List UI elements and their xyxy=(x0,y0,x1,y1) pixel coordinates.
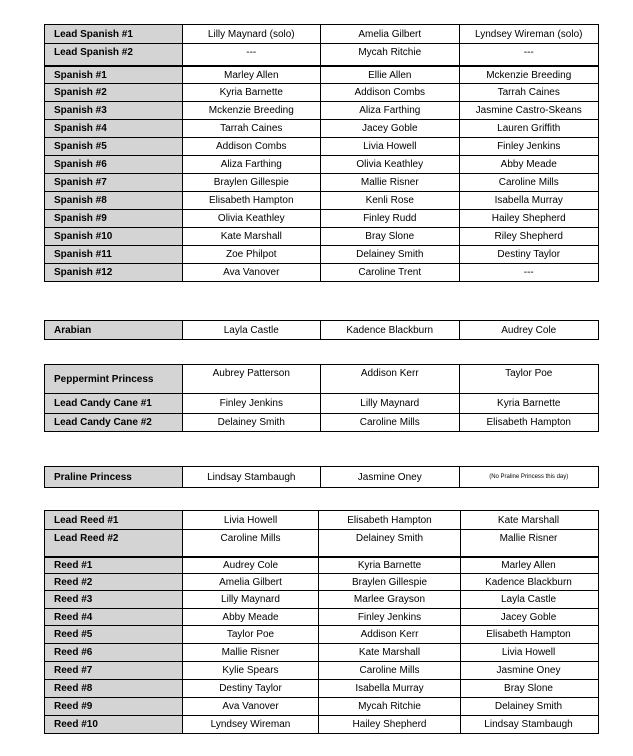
cast-cell: Bray Slone xyxy=(320,228,458,245)
cast-cell: Aliza Farthing xyxy=(182,156,320,173)
role-label: Peppermint Princess xyxy=(45,365,182,393)
cast-cell: Finley Jenkins xyxy=(182,394,320,413)
cast-cell: Bray Slone xyxy=(460,680,596,697)
cast-cell: Caroline Mills xyxy=(459,174,598,191)
table-row xyxy=(45,321,598,339)
cast-cell: Amelia Gilbert xyxy=(320,25,458,43)
table-row xyxy=(45,245,598,263)
cast-cell: Addison Combs xyxy=(182,138,320,155)
cast-cell: Layla Castle xyxy=(182,321,320,339)
cast-cell: Taylor Poe xyxy=(182,626,318,643)
role-label: Reed #10 xyxy=(45,716,182,733)
cast-cell: Braylen Gillespie xyxy=(318,574,460,590)
cast-cell: Livia Howell xyxy=(182,511,318,529)
role-label: Spanish #8 xyxy=(45,192,182,209)
role-label: Reed #2 xyxy=(45,574,182,590)
cast-cell: Ellie Allen xyxy=(320,67,458,83)
table-row xyxy=(45,715,598,733)
cast-cell: Mckenzie Breeding xyxy=(182,102,320,119)
cast-cell: Lilly Maynard (solo) xyxy=(182,25,320,43)
role-label: Spanish #7 xyxy=(45,174,182,191)
table-row xyxy=(45,679,598,697)
table-row xyxy=(45,661,598,679)
cast-cell: Braylen Gillespie xyxy=(182,174,320,191)
cast-cell: Delainey Smith xyxy=(320,246,458,263)
cast-cell: Livia Howell xyxy=(320,138,458,155)
candy-cast-table xyxy=(44,364,599,432)
table-row xyxy=(45,393,598,413)
table-row xyxy=(45,590,598,608)
table-row xyxy=(45,556,598,573)
cast-cell: Delainey Smith xyxy=(318,530,460,556)
table-row xyxy=(45,25,598,43)
cast-cell: Olivia Keathley xyxy=(320,156,458,173)
role-label: Spanish #9 xyxy=(45,210,182,227)
cast-cell: (No Praline Princess this day) xyxy=(459,467,598,487)
cast-cell: Delainey Smith xyxy=(460,698,596,715)
cast-cell: Kadence Blackburn xyxy=(320,321,458,339)
cast-cell: Marley Allen xyxy=(460,558,596,573)
table-row xyxy=(45,101,598,119)
cast-cell: Lilly Maynard xyxy=(182,591,318,608)
table-row xyxy=(45,365,598,393)
cast-cell: Lindsay Stambaugh xyxy=(460,716,596,733)
cast-cell: Elisabeth Hampton xyxy=(182,192,320,209)
role-label: Praline Princess xyxy=(45,467,182,487)
role-label: Reed #5 xyxy=(45,626,182,643)
table-row xyxy=(45,173,598,191)
cast-cell: Lindsay Stambaugh xyxy=(182,467,320,487)
cast-cell: --- xyxy=(182,44,320,65)
role-label: Reed #9 xyxy=(45,698,182,715)
role-label: Reed #3 xyxy=(45,591,182,608)
table-row xyxy=(45,83,598,101)
role-label: Reed #7 xyxy=(45,662,182,679)
table-row xyxy=(45,209,598,227)
table-row xyxy=(45,529,598,556)
table-row xyxy=(45,697,598,715)
cast-cell: Taylor Poe xyxy=(459,365,598,393)
cast-cell: Marley Allen xyxy=(182,67,320,83)
role-label: Reed #1 xyxy=(45,558,182,573)
cast-cell: Mallie Risner xyxy=(320,174,458,191)
role-label: Lead Spanish #2 xyxy=(45,44,182,65)
cast-cell: Caroline Mills xyxy=(182,530,318,556)
role-label: Reed #8 xyxy=(45,680,182,697)
cast-cell: Lyndsey Wireman (solo) xyxy=(459,25,598,43)
cast-cell: Jacey Goble xyxy=(320,120,458,137)
cast-cell: Elisabeth Hampton xyxy=(318,511,460,529)
cast-cell: Lilly Maynard xyxy=(320,394,458,413)
role-label: Spanish #10 xyxy=(45,228,182,245)
role-label: Lead Spanish #1 xyxy=(45,25,182,43)
cast-cell: Caroline Trent xyxy=(320,264,458,281)
cast-cell: Delainey Smith xyxy=(182,414,320,431)
table-row xyxy=(45,467,598,487)
role-label: Spanish #4 xyxy=(45,120,182,137)
cast-cell: Kenli Rose xyxy=(320,192,458,209)
cast-cell: Kyria Barnette xyxy=(182,84,320,101)
table-row xyxy=(45,137,598,155)
cast-cell: Lyndsey Wireman xyxy=(182,716,318,733)
cast-cell: Ava Vanover xyxy=(182,264,320,281)
role-label: Spanish #11 xyxy=(45,246,182,263)
cast-cell: Zoe Philpot xyxy=(182,246,320,263)
table-row xyxy=(45,413,598,431)
cast-cell: --- xyxy=(459,264,598,281)
cast-cell: Kylie Spears xyxy=(182,662,318,679)
cast-cell: Abby Meade xyxy=(459,156,598,173)
cast-cell: Aubrey Patterson xyxy=(182,365,320,393)
cast-cell: Addison Combs xyxy=(320,84,458,101)
role-label: Arabian xyxy=(45,321,182,339)
role-label: Lead Reed #2 xyxy=(45,530,182,556)
cast-cell: Isabella Murray xyxy=(459,192,598,209)
cast-cell: Mallie Risner xyxy=(460,530,596,556)
table-row xyxy=(45,155,598,173)
cast-cell: Destiny Taylor xyxy=(182,680,318,697)
cast-cell: Riley Shepherd xyxy=(459,228,598,245)
cast-cell: Audrey Cole xyxy=(182,558,318,573)
cast-cell: Jasmine Castro-Skeans xyxy=(459,102,598,119)
role-label: Spanish #1 xyxy=(45,67,182,83)
cast-cell: Livia Howell xyxy=(460,644,596,661)
table-row xyxy=(45,119,598,137)
spanish-cast-table xyxy=(44,24,599,282)
role-label: Spanish #3 xyxy=(45,102,182,119)
praline-cast-table xyxy=(44,466,599,488)
cast-cell: Hailey Shepherd xyxy=(459,210,598,227)
role-label: Spanish #5 xyxy=(45,138,182,155)
cast-cell: Kyria Barnette xyxy=(318,558,460,573)
cast-cell: Kadence Blackburn xyxy=(460,574,596,590)
role-label: Spanish #2 xyxy=(45,84,182,101)
role-label: Lead Reed #1 xyxy=(45,511,182,529)
cast-cell: Kate Marshall xyxy=(318,644,460,661)
cast-cell: Aliza Farthing xyxy=(320,102,458,119)
cast-cell: Jasmine Oney xyxy=(320,467,458,487)
table-row xyxy=(45,643,598,661)
cast-cell: Mycah Ritchie xyxy=(318,698,460,715)
table-row xyxy=(45,625,598,643)
cast-cell: --- xyxy=(459,44,598,65)
arabian-cast-table xyxy=(44,320,599,340)
role-label: Reed #6 xyxy=(45,644,182,661)
table-row xyxy=(45,573,598,590)
cast-cell: Abby Meade xyxy=(182,609,318,625)
cast-cell: Elisabeth Hampton xyxy=(459,414,598,431)
cast-cell: Olivia Keathley xyxy=(182,210,320,227)
table-row xyxy=(45,191,598,209)
cast-cell: Tarrah Caines xyxy=(459,84,598,101)
cast-cell: Addison Kerr xyxy=(320,365,458,393)
table-row xyxy=(45,227,598,245)
cast-cell: Jasmine Oney xyxy=(460,662,596,679)
cast-cell: Finley Rudd xyxy=(320,210,458,227)
cast-cell: Destiny Taylor xyxy=(459,246,598,263)
table-row xyxy=(45,65,598,83)
table-row xyxy=(45,608,598,625)
role-label: Lead Candy Cane #1 xyxy=(45,394,182,413)
table-row xyxy=(45,43,598,65)
role-label: Reed #4 xyxy=(45,609,182,625)
cast-cell: Amelia Gilbert xyxy=(182,574,318,590)
table-row xyxy=(45,511,598,529)
cast-cell: Marlee Grayson xyxy=(318,591,460,608)
cast-cell: Lauren Griffith xyxy=(459,120,598,137)
reed-cast-table xyxy=(44,510,599,734)
table-row xyxy=(45,263,598,281)
cast-cell: Ava Vanover xyxy=(182,698,318,715)
role-label: Spanish #12 xyxy=(45,264,182,281)
cast-cell: Kate Marshall xyxy=(182,228,320,245)
cast-cell: Addison Kerr xyxy=(318,626,460,643)
cast-cell: Mckenzie Breeding xyxy=(459,67,598,83)
cast-cell: Tarrah Caines xyxy=(182,120,320,137)
cast-cell: Kyria Barnette xyxy=(459,394,598,413)
cast-cell: Mallie Risner xyxy=(182,644,318,661)
cast-cell: Kate Marshall xyxy=(460,511,596,529)
cast-cell: Jacey Goble xyxy=(460,609,596,625)
role-label: Lead Candy Cane #2 xyxy=(45,414,182,431)
cast-cell: Hailey Shepherd xyxy=(318,716,460,733)
cast-cell: Finley Jenkins xyxy=(459,138,598,155)
cast-cell: Audrey Cole xyxy=(459,321,598,339)
cast-cell: Elisabeth Hampton xyxy=(460,626,596,643)
cast-cell: Layla Castle xyxy=(460,591,596,608)
role-label: Spanish #6 xyxy=(45,156,182,173)
cast-cell: Finley Jenkins xyxy=(318,609,460,625)
cast-cell: Isabella Murray xyxy=(318,680,460,697)
cast-cell: Caroline Mills xyxy=(318,662,460,679)
cast-cell: Caroline Mills xyxy=(320,414,458,431)
cast-cell: Mycah Ritchie xyxy=(320,44,458,65)
